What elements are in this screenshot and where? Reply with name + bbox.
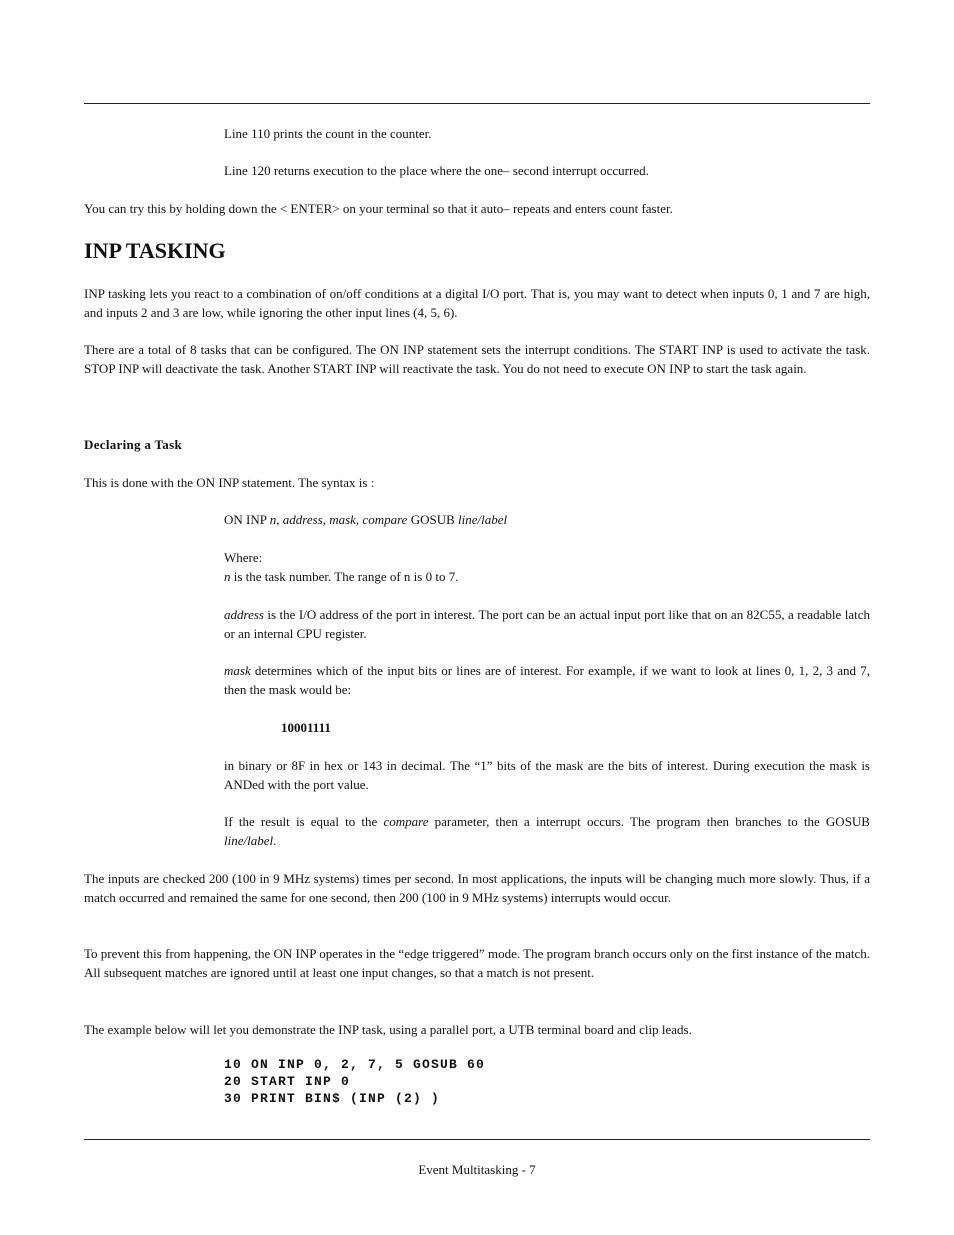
compare-end: . bbox=[273, 833, 277, 848]
code-line-3: 30 PRINT BIN$ (INP (2) ) bbox=[224, 1091, 441, 1106]
n-description: is the task number. The range of n is 0 to 7. bbox=[230, 569, 459, 584]
syntax-keyword: ON INP bbox=[224, 512, 270, 527]
page-footer: Event Multitasking - 7 bbox=[418, 1162, 536, 1177]
declaring-heading: Declaring a Task bbox=[84, 437, 182, 452]
syntax-target: line/label bbox=[458, 512, 508, 527]
code-line-2: 20 START INP 0 bbox=[224, 1074, 351, 1089]
checking-paragraph-1: The inputs are checked 200 (100 in 9 MHz systems) times per second. In most applications, the inputs will be changing much more slowly. Thus, if a match occurred and remained the same for one second, then 200 (100 in 9 MHz systems) interrupts would occur. bbox=[84, 871, 870, 905]
bottom-rule bbox=[84, 1139, 870, 1140]
syntax-line bbox=[224, 510, 507, 529]
line-110-text: Line 110 prints the count in the counter. bbox=[224, 126, 432, 141]
compare-term: compare bbox=[383, 814, 429, 829]
compare-definition bbox=[224, 812, 870, 850]
n-term: n bbox=[224, 569, 231, 584]
syntax-params: n, address, mask, compare bbox=[269, 512, 408, 527]
address-description: is the I/O address of the port in interest. The port can be an actual input port like that on an 82C55, a readable latch or an internal CPU register. bbox=[224, 607, 870, 641]
checking-paragraph-2: To prevent this from happening, the ON INP operates in the “edge triggered” mode. The program branch occurs only on the first instance of the match. All subsequent matches are ignored until at least one input changes, so that a match is not present. bbox=[84, 946, 870, 980]
section-title: INP TASKING bbox=[84, 238, 226, 263]
try-this-text: You can try this by holding down the < ENTER> on your terminal so that it auto– repeats and enters count faster. bbox=[84, 201, 673, 216]
mask-term: mask bbox=[224, 663, 251, 678]
compare-post: parameter, then a interrupt occurs. The program then branches to the GOSUB bbox=[428, 814, 870, 829]
syntax-gosub: GOSUB bbox=[407, 512, 459, 527]
address-definition bbox=[224, 605, 870, 643]
top-rule bbox=[84, 103, 870, 104]
compare-pre: If the result is equal to the bbox=[224, 814, 384, 829]
mask-definition bbox=[224, 661, 870, 699]
compare-target: line/label bbox=[224, 833, 274, 848]
intro-paragraph-1: INP tasking lets you react to a combination of on/off conditions at a digital I/O port. That is, you may want to detect when inputs 0, 1 and 7 are high, and inputs 2 and 3 are low, while ignoring the other input lines (4, 5, 6). bbox=[84, 286, 870, 320]
mask-description: determines which of the input bits or lines are of interest. For example, if we want to look at lines 0, 1, 2, 3 and 7, then the mask would be: bbox=[224, 663, 870, 697]
where-label: Where: bbox=[224, 550, 263, 565]
address-term: address bbox=[224, 607, 264, 622]
intro-paragraph-2: There are a total of 8 tasks that can be configured. The ON INP statement sets the interrupt conditions. The START INP is used to activate the task. STOP INP will deactivate the task. Another START INP will reactivate the task. You do not need to execute ON INP to start the task again. bbox=[84, 342, 870, 376]
checking-paragraph-3: The example below will let you demonstrate the INP task, using a parallel port, a UTB terminal board and clip leads. bbox=[84, 1022, 692, 1037]
code-line-1: 10 ON INP 0, 2, 7, 5 GOSUB 60 bbox=[224, 1057, 486, 1072]
mask-example: 10001111 bbox=[281, 720, 331, 735]
mask-explanation: in binary or 8F in hex or 143 in decimal. The “1” bits of the mask are the bits of interest. During execution the mask is ANDed with the port value. bbox=[224, 758, 870, 792]
declaring-intro: This is done with the ON INP statement. The syntax is : bbox=[84, 475, 375, 490]
line-120-text: Line 120 returns execution to the place where the one– second interrupt occurred. bbox=[224, 163, 649, 178]
n-definition bbox=[224, 567, 458, 586]
